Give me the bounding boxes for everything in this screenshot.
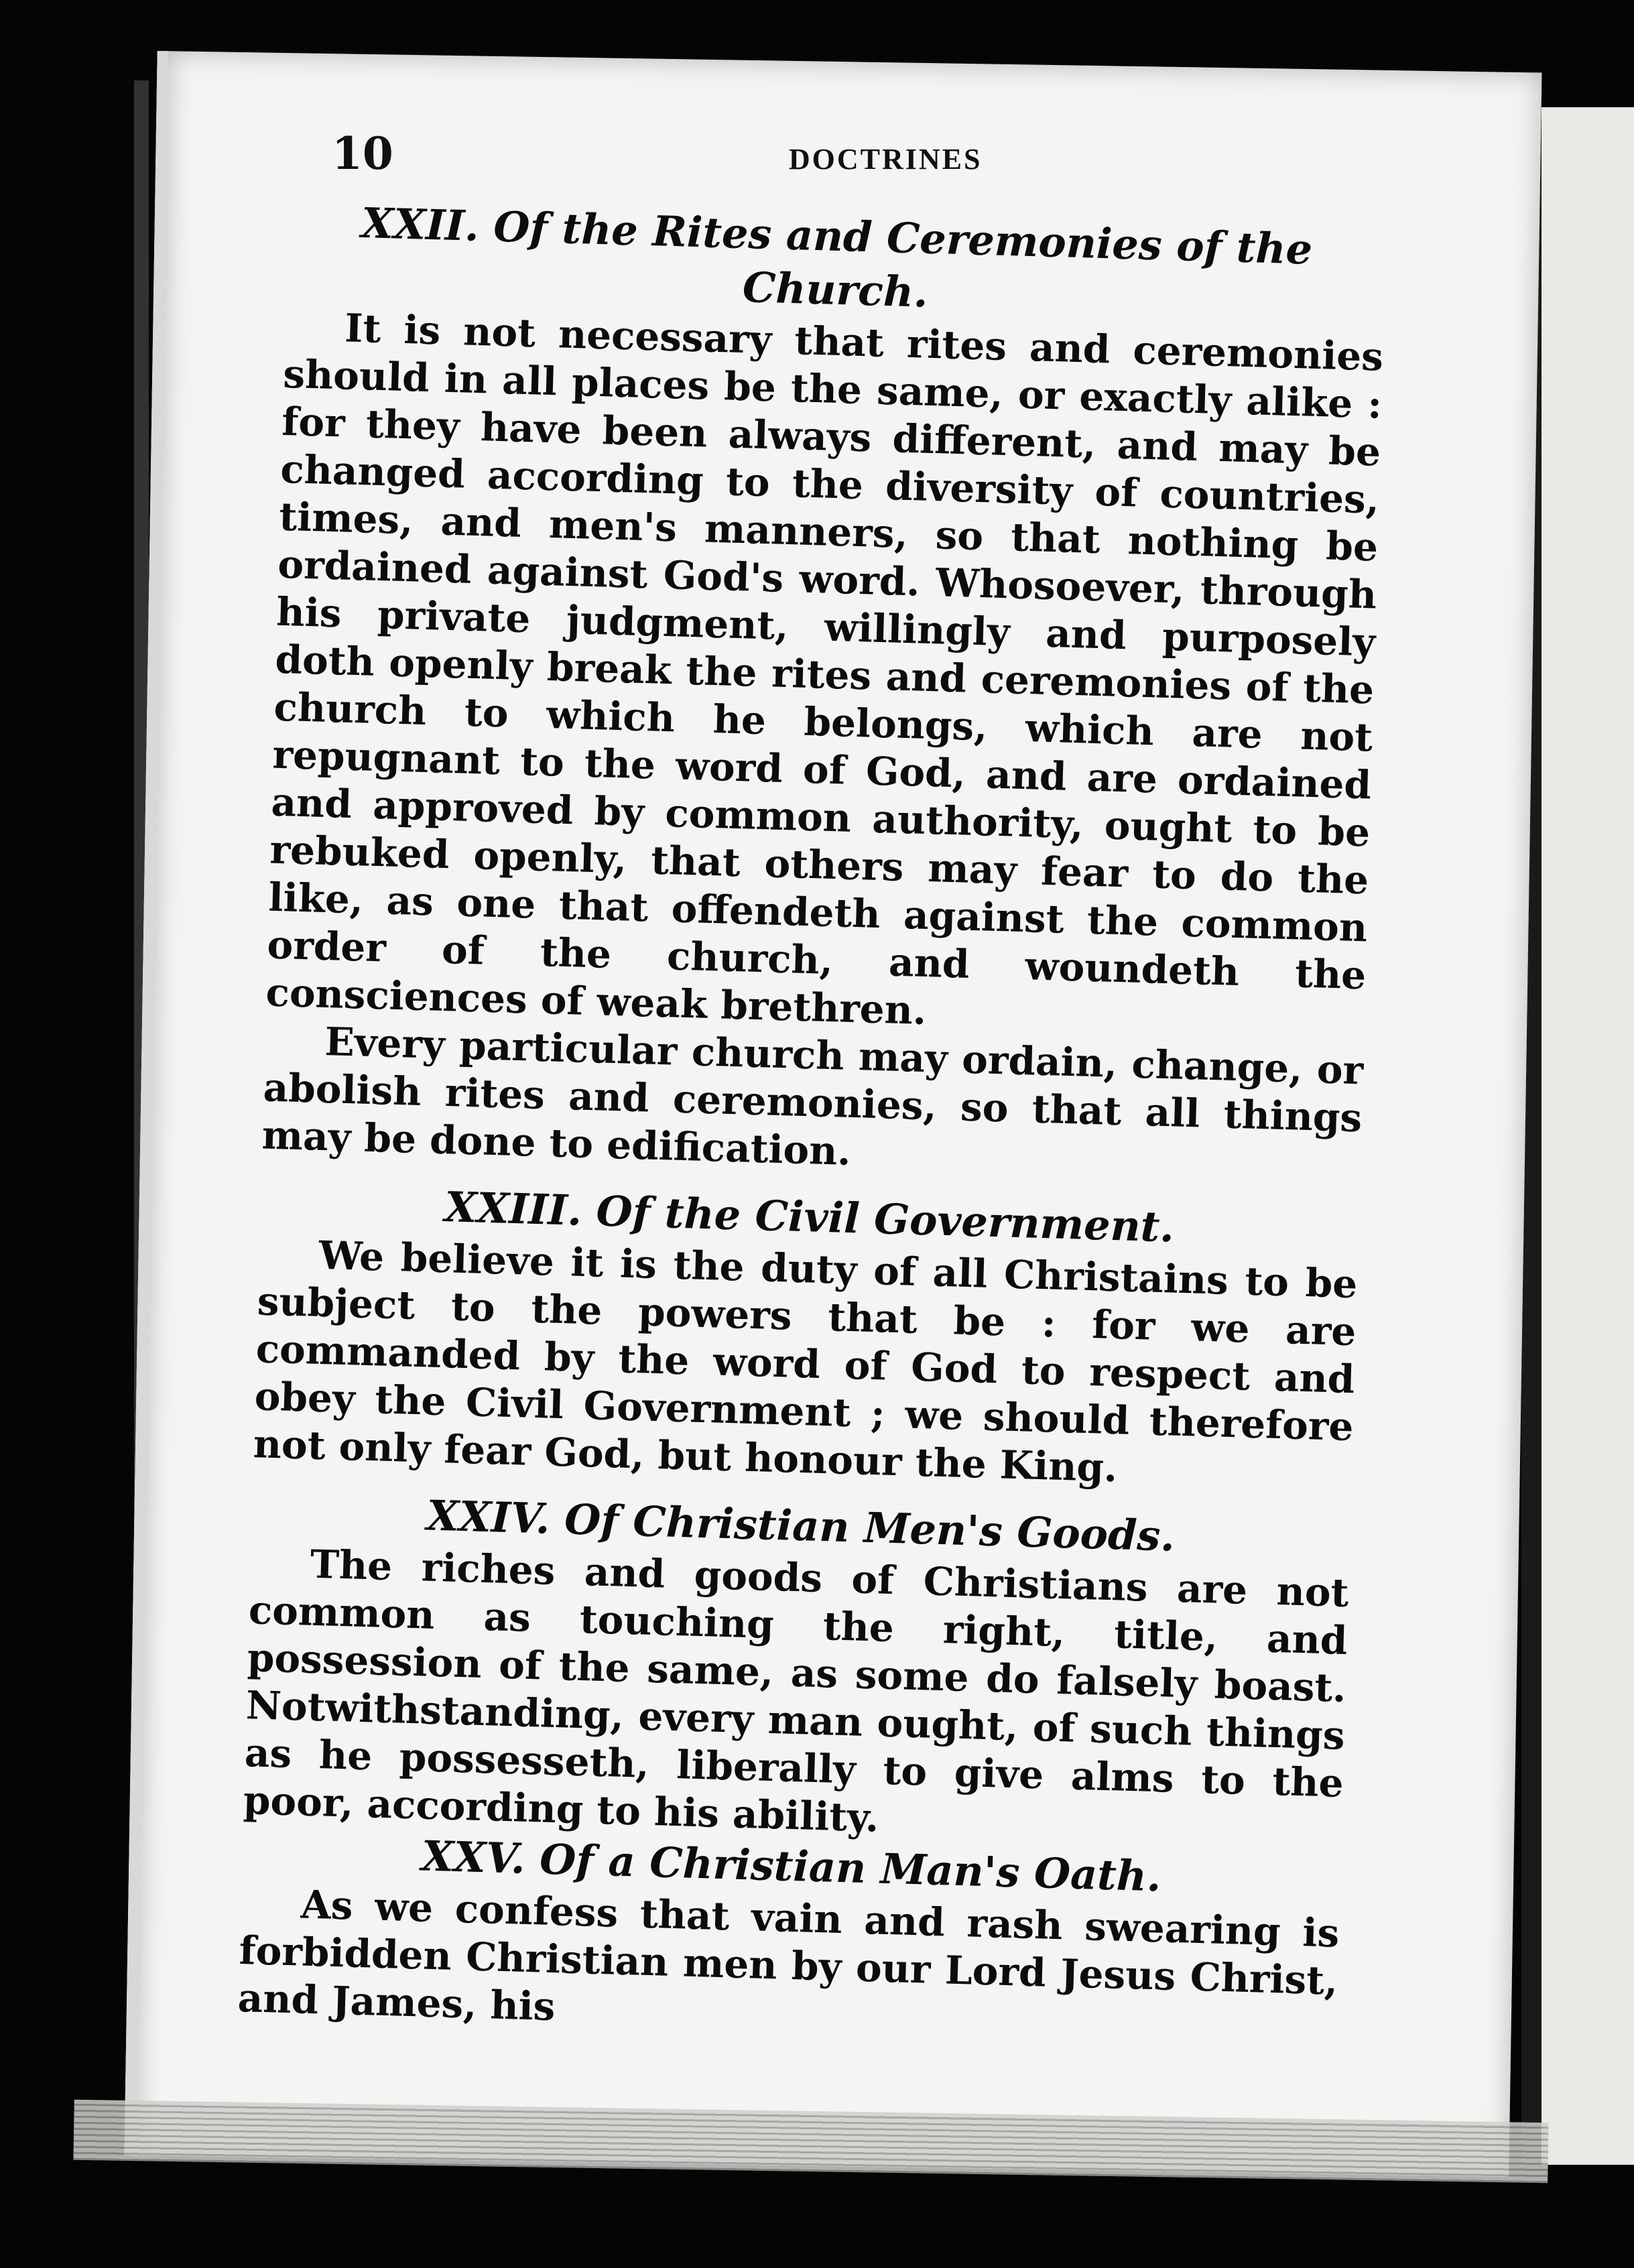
article-title: Of the Civil Government. bbox=[595, 1186, 1175, 1252]
article-numeral: XXIV. bbox=[426, 1491, 551, 1544]
article-paragraph: The riches and goods of Christians are not common as touching the right, title, and possession of the same, as some do falsely boast. Notwithstanding, every man ought, of such things as he possesseth, liberally to give alms to the poor, according to his ability. bbox=[243, 1541, 1350, 1841]
article-xxv bbox=[237, 1824, 1342, 2053]
article-numeral: XXII. bbox=[361, 198, 480, 251]
page-number: 10 bbox=[332, 127, 393, 180]
article-paragraph: As we confess that vain and rash swearing is forbidden Christian men by our Lord Jesus Christ, and James, his bbox=[237, 1881, 1340, 2030]
facing-page-edge bbox=[1521, 107, 1634, 2165]
article-title: Of the Rites and Ceremonies of the Church. bbox=[493, 202, 1314, 317]
page-content bbox=[237, 194, 1387, 2053]
article-numeral: XXV. bbox=[420, 1831, 526, 1883]
page-header bbox=[332, 127, 1391, 180]
article-xxii bbox=[261, 194, 1387, 1190]
article-xxiii bbox=[253, 1175, 1360, 1499]
article-title: Of Christian Men's Goods. bbox=[564, 1495, 1176, 1561]
article-xxiv bbox=[243, 1484, 1351, 1855]
running-head: DOCTRINES bbox=[788, 143, 983, 176]
article-paragraph: We believe it is the duty of all Christains to be subject to the powers that be : for we are commanded by the word of God to respect and obey the Civil Government ; we should therefore not only fear God, but honour the King. bbox=[252, 1232, 1359, 1491]
article-title: Of a Christian Man's Oath. bbox=[539, 1834, 1162, 1901]
article-numeral: XXIII. bbox=[444, 1182, 583, 1235]
article-paragraph: It is not necessary that rites and ceremonies should in all places be the same, or exactly alike : for they have been always different, and may be changed according to the diversity of countries, times, and men's manners, so that nothing be ordained against God's word. Whosoever, through his private judgment, willingly and purposely doth openly break the rites and ceremonies of the church to which he belongs, which are not repugnant to the word of God, and are ordained and approved by common authority, ought to be rebuked openly, that others may fear to do the like, as one that offendeth against the common order of the church, and woundeth the consciences of weak brethren. bbox=[265, 305, 1384, 1034]
article-paragraph: Every particular church may ordain, change, or abolish rites and ceremonies, so that all things may be done to edification. bbox=[261, 1019, 1365, 1174]
